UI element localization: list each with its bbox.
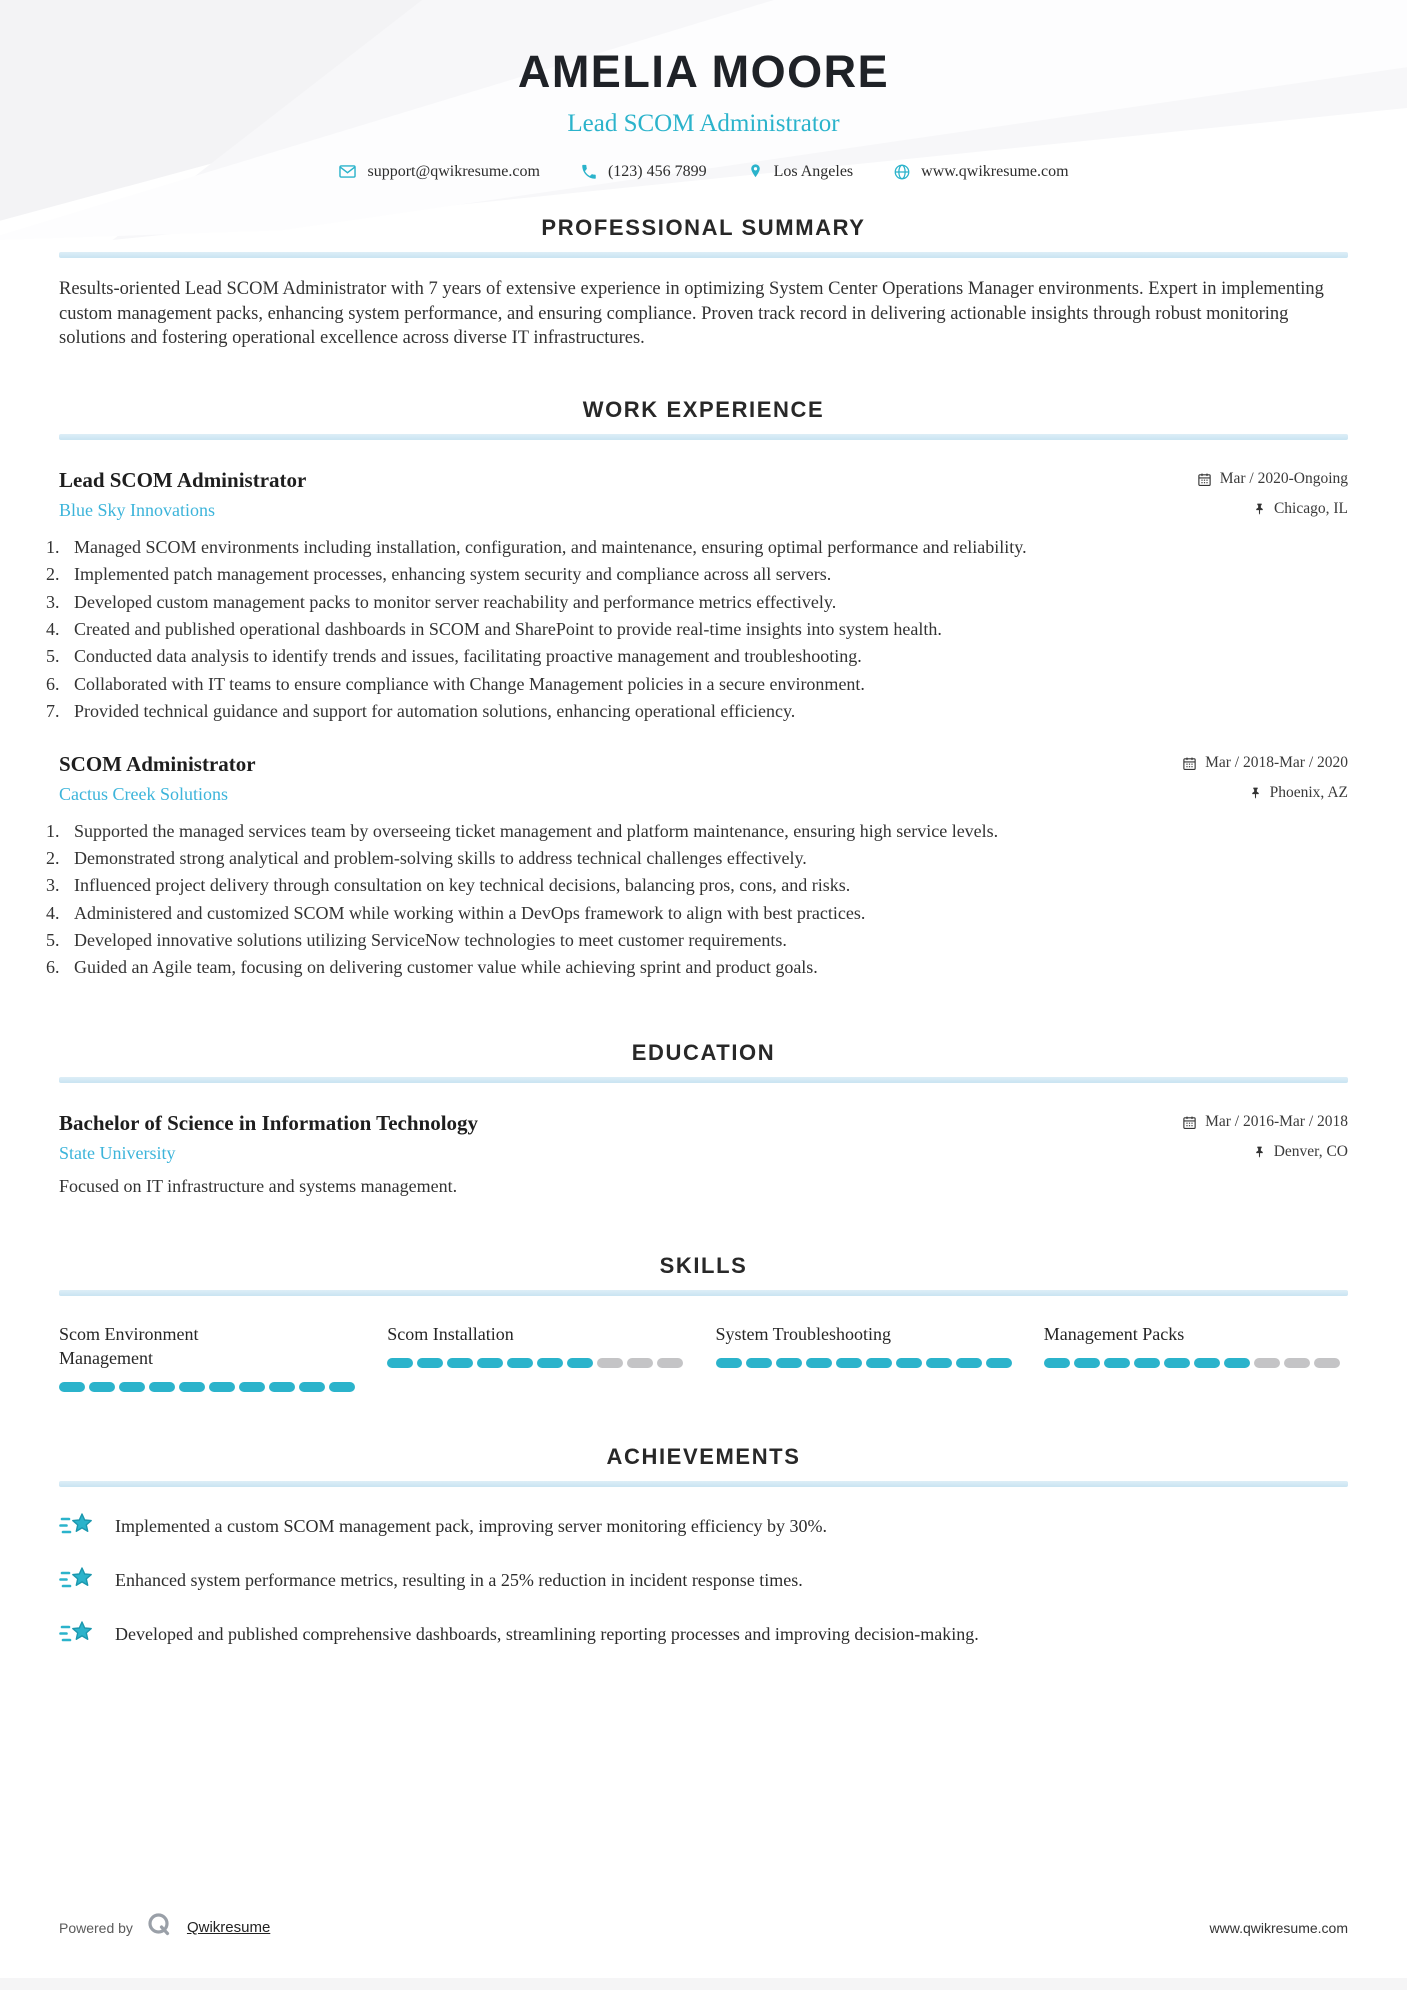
- skill-bar-segment: [657, 1358, 683, 1368]
- job-bullet: Created and published operational dashboards in SCOM and SharePoint to provide real-time insights into system health.: [74, 618, 942, 639]
- skill-bar-segment: [149, 1382, 175, 1392]
- skill-bar-segment: [1284, 1358, 1310, 1368]
- skill-bar-segment: [507, 1358, 533, 1368]
- skill-bar-segment: [1074, 1358, 1100, 1368]
- achievements-list: [59, 1511, 1348, 1649]
- job-location: [1249, 784, 1348, 802]
- skill-bar-segment: [597, 1358, 623, 1368]
- skill-bar-segment: [299, 1382, 325, 1392]
- globe-icon: [893, 163, 911, 181]
- skill-bar-segment: [836, 1358, 862, 1368]
- education-subheader-row: [59, 1136, 1348, 1164]
- job-bullet: Collaborated with IT teams to ensure compliance with Change Management policies in a secure environment.: [74, 673, 865, 694]
- skill-bar-segment: [179, 1382, 205, 1392]
- contact-phone-text: (123) 456 7899: [607, 162, 707, 180]
- skill-bar-segment: [926, 1358, 952, 1368]
- footer-website[interactable]: www.qwikresume.com: [1209, 1919, 1348, 1936]
- skill-bar-segment: [477, 1358, 503, 1368]
- resume-header: [59, 0, 1348, 181]
- job-title: Lead SCOM Administrator: [59, 467, 307, 492]
- contact-location: [747, 162, 854, 181]
- skill-bar-segment: [567, 1358, 593, 1368]
- skill-bar-segment: [239, 1382, 265, 1392]
- job-location-text: Chicago, IL: [1273, 499, 1348, 517]
- skill-bar-segment: [986, 1358, 1012, 1368]
- skill-bar-segment: [1164, 1358, 1190, 1368]
- summary-paragraph: Results-oriented Lead SCOM Administrator with 7 years of extensive experience in optimizing System Center Operations Manager environments. Expert in implementing custom management packs, enhancing system performance, and ensuring compliance. Proven track record in delivering actionable insights through robust monitoring solutions and fostering operational excellence across diverse IT infrastructures.: [59, 279, 1324, 349]
- skill-bar-segment: [269, 1382, 295, 1392]
- skill-bar: [59, 1382, 363, 1392]
- footer-branding: [59, 1911, 270, 1944]
- powered-by-label: Powered by: [59, 1919, 133, 1936]
- education-entry: [59, 1111, 1348, 1197]
- job-company[interactable]: Cactus Creek Solutions: [59, 783, 228, 804]
- contact-email[interactable]: [338, 162, 539, 181]
- section-skills: [59, 1253, 1348, 1393]
- section-achievements: [59, 1444, 1348, 1649]
- skill-item: [387, 1322, 691, 1393]
- section-divider: [59, 434, 1348, 440]
- skill-bar-segment: [806, 1358, 832, 1368]
- job-dates: [1197, 470, 1348, 488]
- skill-bar-segment: [1314, 1358, 1340, 1368]
- skill-bar-segment: [1104, 1358, 1130, 1368]
- calendar-icon: [1182, 756, 1197, 771]
- achievement-item: [59, 1511, 1348, 1541]
- skill-name: Scom Installation: [387, 1323, 514, 1344]
- job-entry: [59, 752, 1348, 980]
- job-location: [1253, 500, 1348, 518]
- skill-bar-segment: [1134, 1358, 1160, 1368]
- qwikresume-logo: [145, 1911, 175, 1944]
- section-divider: [59, 252, 1348, 258]
- education-location: [1253, 1143, 1348, 1161]
- skill-name: Scom Environment Management: [59, 1323, 199, 1369]
- skill-bar-segment: [417, 1358, 443, 1368]
- skill-name: System Troubleshooting: [715, 1323, 892, 1344]
- shooting-star-icon: [59, 1511, 95, 1541]
- section-heading: PROFESSIONAL SUMMARY: [541, 215, 866, 240]
- contact-website[interactable]: [893, 163, 1068, 181]
- job-location-text: Phoenix, AZ: [1269, 783, 1348, 801]
- job-header-row: [59, 752, 1348, 777]
- skill-bar-segment: [1044, 1358, 1070, 1368]
- shooting-star-icon: [59, 1565, 95, 1595]
- skill-bar-segment: [866, 1358, 892, 1368]
- location-icon: [747, 162, 764, 181]
- job-title: SCOM Administrator: [59, 751, 256, 776]
- skill-bar-segment: [209, 1382, 235, 1392]
- job-subheader-row: [59, 493, 1348, 521]
- job-bullet: Guided an Agile team, focusing on delivering customer value while achieving sprint and product goals.: [74, 957, 818, 978]
- contact-email-text: support@qwikresume.com: [367, 162, 540, 180]
- job-bullet: Demonstrated strong analytical and problem-solving skills to address technical challenges effectively.: [74, 847, 807, 868]
- job-bullet: Supported the managed services team by overseeing ticket management and platform maintenance, ensuring high service levels.: [74, 820, 999, 841]
- job-bullet: Managed SCOM environments including installation, configuration, and maintenance, ensuring optimal performance and reliability.: [74, 536, 1027, 557]
- education-header-row: [59, 1111, 1348, 1136]
- skill-bar-segment: [537, 1358, 563, 1368]
- skill-bar-segment: [746, 1358, 772, 1368]
- job-company[interactable]: Blue Sky Innovations: [59, 499, 215, 520]
- education-school[interactable]: State University: [59, 1142, 176, 1163]
- skill-bar-segment: [1224, 1358, 1250, 1368]
- job-bullet: Conducted data analysis to identify trends and issues, facilitating proactive management and troubleshooting.: [74, 646, 862, 667]
- education-degree: Bachelor of Science in Information Technology: [59, 1110, 479, 1135]
- skill-item: [716, 1322, 1020, 1393]
- contact-website-text: www.qwikresume.com: [921, 162, 1069, 180]
- job-bullet: Provided technical guidance and support for automation solutions, enhancing operational efficiency.: [74, 701, 796, 722]
- education-dates: [1182, 1113, 1348, 1131]
- education-dates-text: Mar / 2016-Mar / 2018: [1205, 1113, 1348, 1131]
- job-dates: [1182, 754, 1348, 772]
- section-heading: ACHIEVEMENTS: [606, 1444, 801, 1470]
- skill-bar: [387, 1358, 691, 1368]
- calendar-icon: [1197, 472, 1212, 487]
- contact-phone[interactable]: [580, 163, 707, 181]
- job-bullet: Influenced project delivery through consultation on key technical decisions, balancing pros, cons, and risks.: [74, 875, 851, 896]
- skill-bar-segment: [1194, 1358, 1220, 1368]
- achievement-item: [59, 1565, 1348, 1595]
- candidate-name: AMELIA MOORE: [517, 46, 890, 97]
- pushpin-icon: [1253, 1145, 1266, 1159]
- skill-bar-segment: [89, 1382, 115, 1392]
- candidate-title: Lead SCOM Administrator: [567, 110, 840, 137]
- skill-item: [1044, 1322, 1348, 1393]
- achievement-text: Enhanced system performance metrics, resulting in a 25% reduction in incident response times.: [115, 1569, 803, 1590]
- email-icon: [338, 162, 357, 181]
- skill-bar-segment: [716, 1358, 742, 1368]
- pushpin-icon: [1249, 786, 1262, 800]
- job-bullet-list: [46, 536, 1348, 724]
- job-bullet: Implemented patch management processes, enhancing system security and compliance across all servers.: [74, 564, 832, 585]
- skills-grid: [59, 1322, 1348, 1393]
- section-divider: [59, 1077, 1348, 1083]
- achievement-text: Implemented a custom SCOM management pack, improving server monitoring efficiency by 30%.: [115, 1515, 827, 1536]
- skill-bar-segment: [59, 1382, 85, 1392]
- job-dates-text: Mar / 2020-Ongoing: [1219, 470, 1348, 488]
- job-subheader-row: [59, 777, 1348, 805]
- section-heading: EDUCATION: [631, 1039, 776, 1065]
- skill-bar-segment: [896, 1358, 922, 1368]
- job-entry: [59, 468, 1348, 724]
- qwikresume-link[interactable]: Qwikresume: [186, 1919, 271, 1936]
- job-header-row: [59, 468, 1348, 493]
- contact-location-text: Los Angeles: [773, 162, 854, 180]
- job-bullet: Developed innovative solutions utilizing ServiceNow technologies to meet customer requirements.: [74, 930, 787, 951]
- job-bullet-list: [46, 820, 1348, 980]
- achievement-text: Developed and published comprehensive dashboards, streamlining reporting processes and improving decision-making.: [115, 1623, 979, 1644]
- section-divider: [59, 1481, 1348, 1487]
- phone-icon: [580, 163, 598, 181]
- section-professional-summary: [59, 215, 1348, 351]
- achievement-item: [59, 1619, 1348, 1649]
- education-location-text: Denver, CO: [1273, 1142, 1348, 1160]
- section-heading: SKILLS: [659, 1252, 748, 1278]
- contact-row: [59, 162, 1348, 181]
- skill-bar: [1044, 1358, 1348, 1368]
- job-bullet: Administered and customized SCOM while working within a DevOps framework to align with best practices.: [74, 902, 866, 923]
- skill-bar-segment: [956, 1358, 982, 1368]
- skill-bar: [716, 1358, 1020, 1368]
- skill-bar-segment: [387, 1358, 413, 1368]
- skill-bar-segment: [119, 1382, 145, 1392]
- section-divider: [59, 1290, 1348, 1296]
- section-education: [59, 1040, 1348, 1197]
- job-bullet: Developed custom management packs to monitor server reachability and performance metrics effectively.: [74, 591, 837, 612]
- section-work-experience: [59, 397, 1348, 984]
- skill-bar-segment: [329, 1382, 355, 1392]
- job-dates-text: Mar / 2018-Mar / 2020: [1205, 754, 1348, 772]
- page-bottom-strip: [0, 1978, 1407, 1990]
- section-heading: WORK EXPERIENCE: [582, 396, 825, 422]
- pushpin-icon: [1253, 502, 1266, 516]
- skill-item: [59, 1322, 363, 1393]
- skill-bar-segment: [1254, 1358, 1280, 1368]
- education-note: Focused on IT infrastructure and systems management.: [59, 1175, 458, 1196]
- shooting-star-icon: [59, 1619, 95, 1649]
- skill-bar-segment: [627, 1358, 653, 1368]
- skill-bar-segment: [776, 1358, 802, 1368]
- page-footer: [0, 1911, 1407, 1978]
- skill-name: Management Packs: [1043, 1323, 1185, 1344]
- skill-bar-segment: [447, 1358, 473, 1368]
- calendar-icon: [1182, 1115, 1197, 1130]
